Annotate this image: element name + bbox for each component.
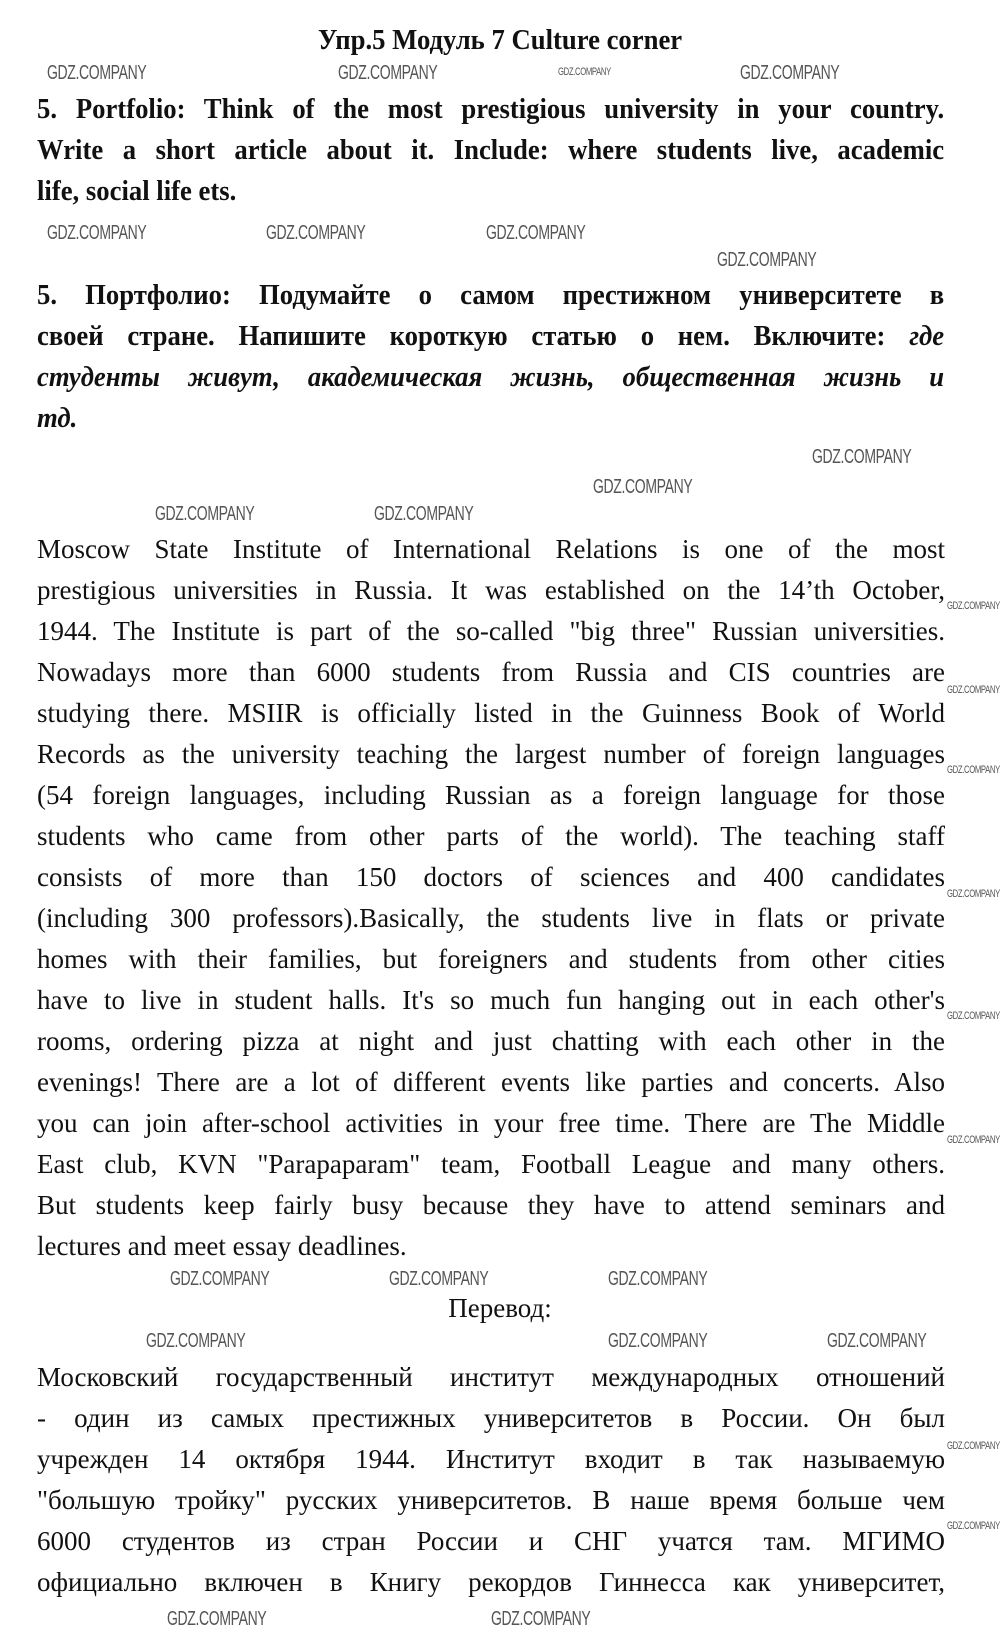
paragraph-line: have to live in student halls. It's so much fun hanging out in each other's [37,985,945,1015]
watermark: GDZ.COMPANY [947,764,1000,776]
paragraph-line: Records as the university teaching the largest number of foreign languages [37,739,945,769]
paragraph-line: (including 300 professors).Basically, the students live in flats or private [37,903,945,933]
task-text: своей стране. Напишите короткую статью о нем. Включите: [37,320,910,352]
watermark: GDZ.COMPANY [491,1608,591,1630]
paragraph-line: Moscow State Institute of International Relations is one of the most [37,534,945,564]
paragraph-line: East club, KVN "Parapaparam" team, Football League and many others. [37,1149,945,1179]
paragraph-line: 6000 студентов из стран России и СНГ учатся там. МГИМО [37,1526,945,1556]
watermark: GDZ.COMPANY [593,476,693,498]
paragraph-line: официально включен в Книгу рекордов Гиннесса как университет, [37,1567,945,1597]
watermark: GDZ.COMPANY [827,1330,927,1352]
task-line: Write a short article about it. Include: where students live, academic [37,134,945,166]
watermark: GDZ.COMPANY [155,503,255,525]
translation-heading: Перевод: [448,1293,552,1323]
task-line: 5. Портфолио: Подумайте о самом престижном университете в [37,279,945,311]
watermark: GDZ.COMPANY [170,1268,270,1290]
watermark: GDZ.COMPANY [947,1010,1000,1022]
watermark: GDZ.COMPANY [558,66,611,78]
task-line [37,316,944,357]
paragraph-line: rooms, ordering pizza at night and just chatting with each other in the [37,1026,945,1056]
watermark: GDZ.COMPANY [947,1134,1000,1146]
watermark: GDZ.COMPANY [947,1440,1000,1452]
watermark: GDZ.COMPANY [374,503,474,525]
paragraph-line: "большую тройку" русских университетов. В наше время больше чем [37,1485,945,1515]
watermark: GDZ.COMPANY [338,62,438,84]
answer-russian [37,1357,945,1603]
paragraph-line: homes with their families, but foreigners and students from other cities [37,944,945,974]
paragraph-line: - один из самых престижных университетов в России. Он был [37,1403,945,1433]
task-line: студенты живут, академическая жизнь, общественная жизнь и [37,361,945,393]
task-line: 5. Portfolio: Think of the most prestigious university in your country. [37,93,945,125]
paragraph-line: Московский государственный институт международных отношений [37,1362,945,1392]
watermark: GDZ.COMPANY [608,1268,708,1290]
paragraph-line: 1944. The Institute is part of the so-called "big three" Russian universities. [37,616,945,646]
watermark: GDZ.COMPANY [608,1330,708,1352]
watermark: GDZ.COMPANY [167,1608,267,1630]
paragraph-line: evenings! There are a lot of different events like parties and concerts. Also [37,1067,945,1097]
watermark: GDZ.COMPANY [947,1520,1000,1532]
paragraph-line: you can join after-school activities in your free time. There are The Middle [37,1108,945,1138]
paragraph-line: учрежден 14 октября 1944. Институт входит в так называемую [37,1444,945,1474]
page-title: Упр.5 Модуль 7 Culture corner [317,24,683,56]
watermark: GDZ.COMPANY [947,600,1000,612]
watermark: GDZ.COMPANY [389,1268,489,1290]
watermark: GDZ.COMPANY [947,888,1000,900]
watermark: GDZ.COMPANY [486,222,586,244]
watermark: GDZ.COMPANY [812,446,912,468]
task-english [37,89,944,212]
paragraph-line: studying there. MSIIR is officially listed in the Guinness Book of World [37,698,945,728]
answer-english [37,529,945,1267]
task-line: тд. [37,402,78,434]
task-russian [37,275,944,439]
watermark: GDZ.COMPANY [740,62,840,84]
watermark: GDZ.COMPANY [146,1330,246,1352]
watermark: GDZ.COMPANY [266,222,366,244]
paragraph-line: students who came from other parts of the world). The teaching staff [37,821,945,851]
task-line: life, social life ets. [37,175,237,207]
watermark: GDZ.COMPANY [717,249,817,271]
paragraph-line: But students keep fairly busy because they have to attend seminars and [37,1190,945,1220]
paragraph-line: Nowadays more than 6000 students from Russia and CIS countries are [37,657,945,687]
paragraph-line: prestigious universities in Russia. It was established on the 14’th October, [37,575,945,605]
watermark: GDZ.COMPANY [47,222,147,244]
paragraph-line: (54 foreign languages, including Russian as a foreign language for those [37,780,945,810]
watermark: GDZ.COMPANY [47,62,147,84]
paragraph-line: lectures and meet essay deadlines. [37,1231,407,1261]
task-text-italic: где [909,320,945,352]
watermark: GDZ.COMPANY [947,684,1000,696]
paragraph-line: consists of more than 150 doctors of sciences and 400 candidates [37,862,945,892]
